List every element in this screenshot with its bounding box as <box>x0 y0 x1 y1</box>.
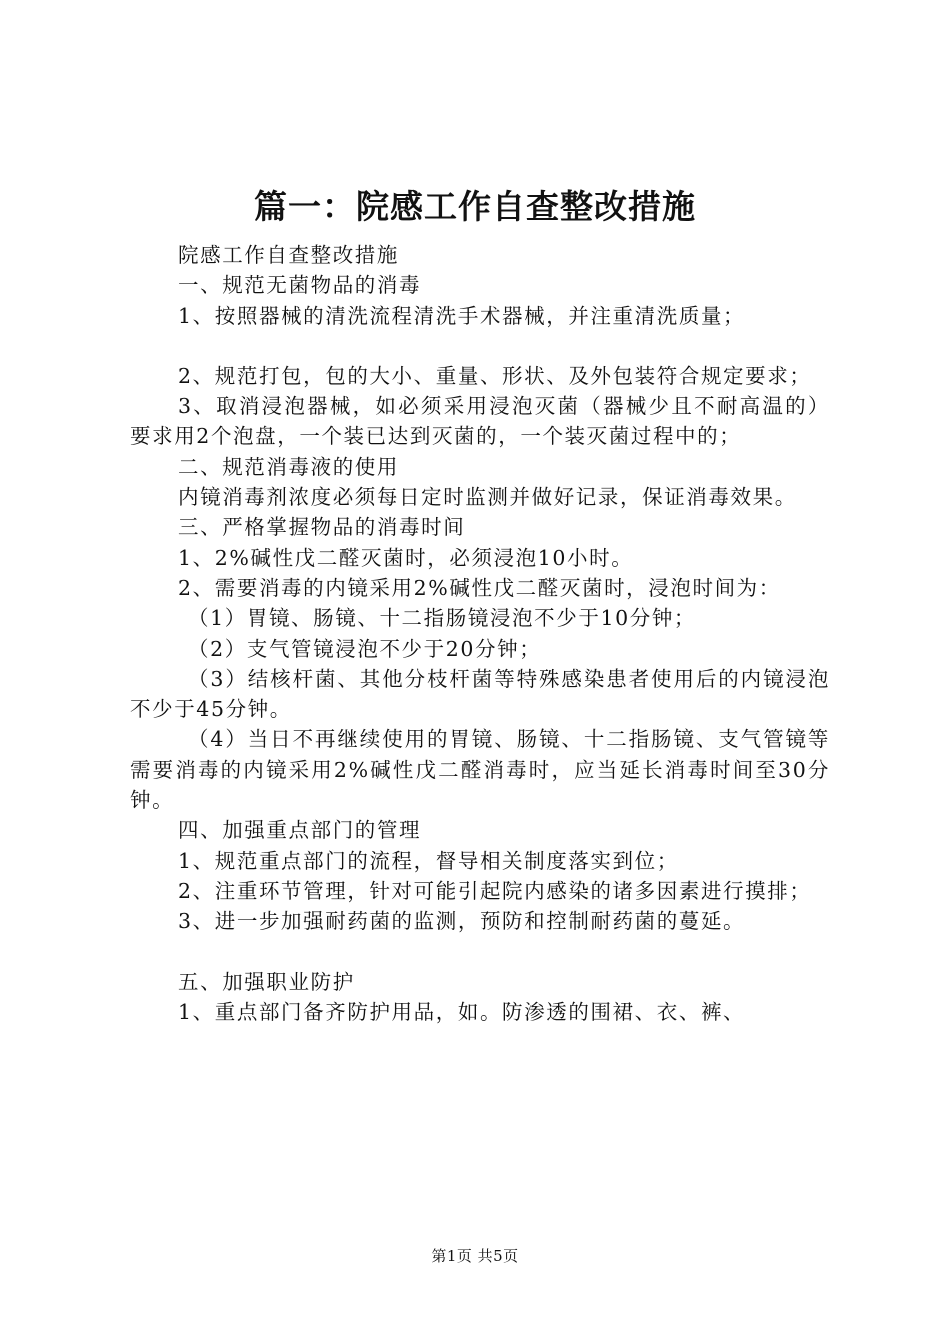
paragraph: 1、按照器械的清洗流程清洗手术器械，并注重清洗质量； <box>178 303 746 328</box>
paragraph: 1、2%碱性戊二醛灭菌时，必须浸泡10小时。 <box>178 545 634 570</box>
section-heading: 一、规范无菌物品的消毒 <box>178 273 422 298</box>
paragraph: 内镜消毒剂浓度必须每日定时监测并做好记录，保证消毒效果。 <box>178 485 797 510</box>
paragraph: 2、需要消毒的内镜采用2%碱性戊二醛灭菌时，浸泡时间为： <box>178 575 781 600</box>
section-heading: 二、规范消毒液的使用 <box>178 454 399 479</box>
section-heading: 五、加强职业防护 <box>178 969 355 994</box>
paragraph: 院感工作自查整改措施 <box>178 243 399 267</box>
section-heading: 四、加强重点部门的管理 <box>178 818 422 843</box>
paragraph: 1、重点部门备齐防护用品，如。防渗透的围裙、衣、裤、 <box>178 999 746 1024</box>
paragraph: （3）结核杆菌、其他分枝杆菌等特殊感染患者使用后的内镜浸泡不少于45分钟。 <box>130 666 830 722</box>
paragraph: （1）胃镜、肠镜、十二指肠镜浸泡不少于10分钟； <box>188 606 697 631</box>
paragraph: 2、规范打包，包的大小、重量、形状、及外包装符合规定要求； <box>178 363 812 388</box>
page-footer: 第1页 共5页 <box>431 1247 519 1265</box>
paragraph: 3、进一步加强耐药菌的监测，预防和控制耐药菌的蔓延。 <box>178 909 746 934</box>
section-heading: 三、严格掌握物品的消毒时间 <box>178 515 466 540</box>
page-title: 篇一：院感工作自查整改措施 <box>254 187 696 226</box>
document-body <box>130 240 830 1027</box>
paragraph: 3、取消浸泡器械，如必须采用浸泡灭菌（器械少且不耐高温的）要求用2个泡盘，一个装已达到灭菌的，一个装灭菌过程中的； <box>130 394 830 449</box>
paragraph: （4）当日不再继续使用的胃镜、肠镜、十二指肠镜、支气管镜等需要消毒的内镜采用2%碱性戊二醛消毒时，应当延长消毒时间至30分钟。 <box>130 727 830 813</box>
paragraph: 2、注重环节管理，针对可能引起院内感染的诸多因素进行摸排； <box>178 878 812 903</box>
paragraph: （2）支气管镜浸泡不少于20分钟； <box>188 636 542 661</box>
paragraph: 1、规范重点部门的流程，督导相关制度落实到位； <box>178 848 679 873</box>
